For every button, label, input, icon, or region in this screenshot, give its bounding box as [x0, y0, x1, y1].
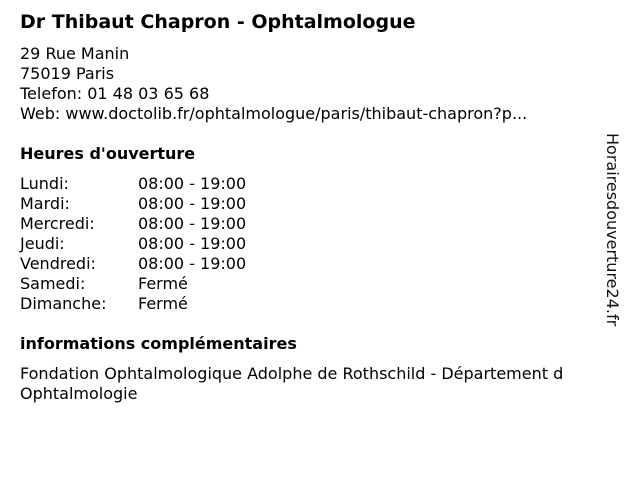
page-title: Dr Thibaut Chapron - Ophtalmologue [20, 11, 416, 33]
address-block [20, 44, 527, 124]
hours-row [20, 234, 320, 254]
info-text: Fondation Ophtalmologique Adolphe de Rothschild - Département d Ophtalmologie [20, 364, 564, 403]
phone-number[interactable]: Telefon: 01 48 03 65 68 [20, 84, 210, 103]
hours-heading: Heures d'ouverture [20, 144, 196, 163]
time-value: 08:00 - 19:00 [138, 254, 247, 273]
time-value: 08:00 - 19:00 [138, 214, 247, 233]
time-value: Fermé [138, 294, 188, 313]
day-label: Dimanche: [20, 294, 107, 313]
opening-hours-table [20, 174, 320, 314]
city-address: 75019 Paris [20, 64, 115, 83]
hours-row [20, 194, 320, 214]
day-label: Mercredi: [20, 214, 95, 233]
day-label: Vendredi: [20, 254, 96, 273]
hours-row [20, 214, 320, 234]
time-value: 08:00 - 19:00 [138, 174, 247, 193]
hours-row [20, 274, 320, 294]
time-value: Fermé [138, 274, 188, 293]
time-value: 08:00 - 19:00 [138, 194, 247, 213]
hours-row [20, 174, 320, 194]
site-watermark-text: Horairesdouverture24.fr [603, 133, 622, 327]
day-label: Jeudi: [20, 234, 65, 253]
website-link[interactable]: Web: www.doctolib.fr/ophtalmologue/paris/thibaut-chapron?p... [20, 104, 528, 123]
hours-row [20, 294, 320, 314]
day-label: Lundi: [20, 174, 69, 193]
info-heading: informations complémentaires [20, 334, 297, 353]
day-label: Mardi: [20, 194, 70, 213]
street-address: 29 Rue Manin [20, 44, 130, 63]
day-label: Samedi: [20, 274, 86, 293]
hours-row [20, 254, 320, 274]
site-watermark [603, 133, 634, 345]
time-value: 08:00 - 19:00 [138, 234, 247, 253]
